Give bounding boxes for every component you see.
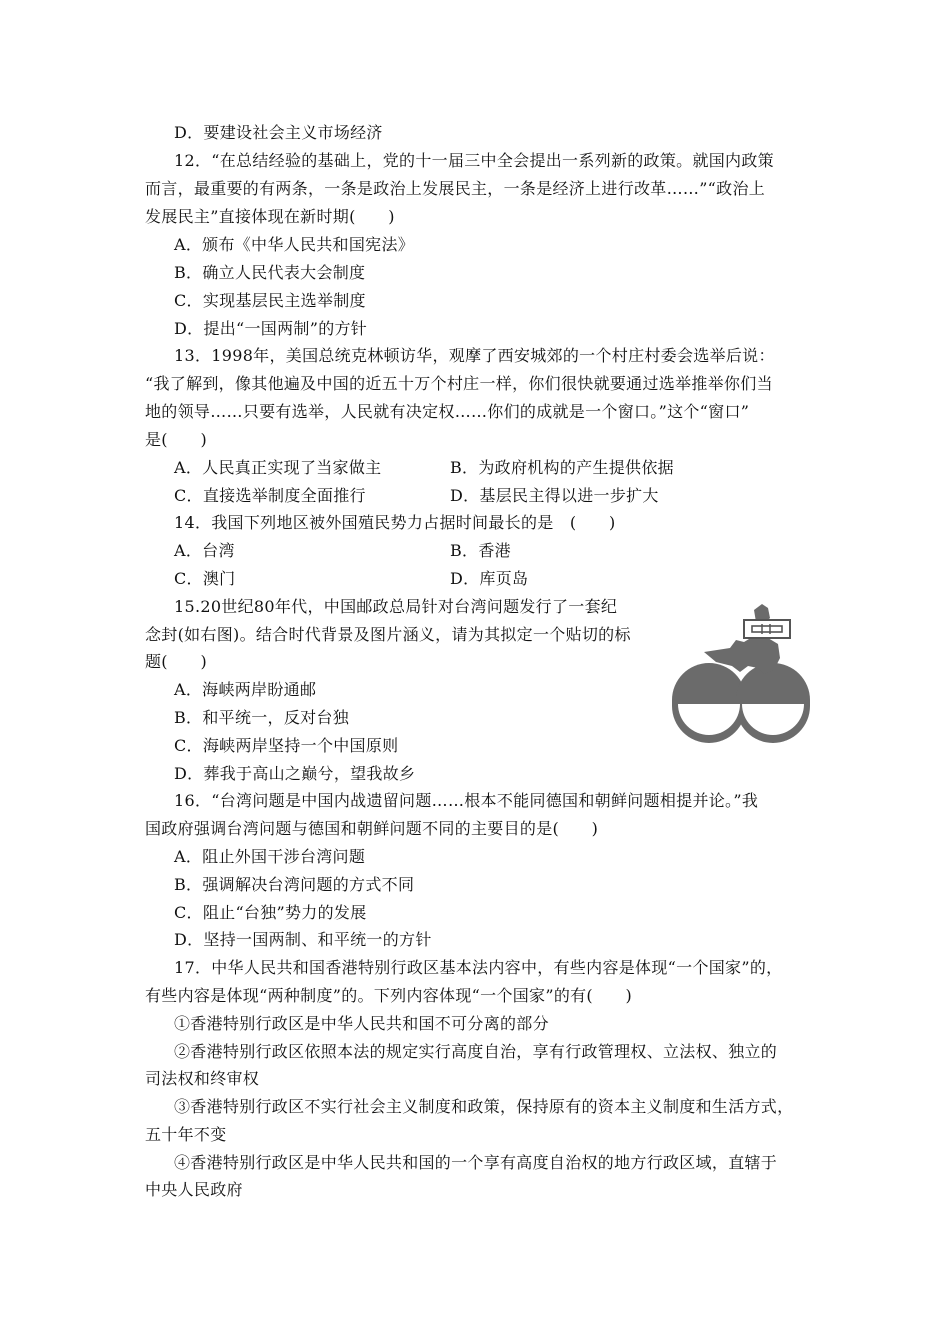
q15-option-a: A．海峡两岸盼通邮 — [174, 680, 317, 699]
q17-item-4-line1: ④香港特别行政区是中华人民共和国的一个享有高度自治权的地方行政区域，直辖于 — [174, 1153, 778, 1172]
q15-stem-line2: 念封(如右图)。结合时代背景及图片涵义，请为其拟定一个贴切的标 — [145, 625, 631, 644]
q14-option-c: C．澳门 — [174, 569, 236, 588]
q16-option-d: D．坚持一国两制、和平统一的方针 — [174, 930, 432, 949]
q11-option-d: D．要建设社会主义市场经济 — [174, 123, 383, 142]
q12-option-b: B．确立人民代表大会制度 — [174, 263, 366, 282]
q13-stem-line1: 13．1998年，美国总统克林顿访华，观摩了西安城郊的一个村庄村委会选举后说： — [174, 346, 775, 365]
commemorative-cover-image — [670, 600, 815, 748]
q13-stem-line2: “我了解到，像其他遍及中国的近五十万个村庄一样，你们很快就要通过选举推举你们当 — [145, 374, 773, 393]
q17-item-2-line2: 司法权和终审权 — [145, 1069, 260, 1088]
q15-option-c: C．海峡两岸坚持一个中国原则 — [174, 736, 399, 755]
q12-stem-line3: 发展民主”直接体现在新时期( ) — [145, 207, 395, 226]
q13-stem-line4: 是( ) — [145, 430, 207, 449]
q16-stem-line2: 国政府强调台湾问题与德国和朝鲜问题不同的主要目的是( ) — [145, 819, 599, 838]
q17-stem-line1: 17．中华人民共和国香港特别行政区基本法内容中，有些内容是体现“一个国家”的， — [174, 958, 783, 977]
q13-stem-line3: 地的领导……只要有选举，人民就有决定权……你们的成就是一个窗口。”这个“窗口” — [145, 402, 750, 421]
q12-option-a: A．颁布《中华人民共和国宪法》 — [174, 235, 415, 254]
q12-stem-line2: 而言，最重要的有两条，一条是政治上发展民主，一条是经济上进行改革……”“政治上 — [145, 179, 766, 198]
q14-option-d: D．库页岛 — [450, 569, 529, 588]
q17-item-3-line2: 五十年不变 — [145, 1125, 227, 1144]
q15-stem-line3: 题( ) — [145, 652, 207, 671]
q13-option-b: B．为政府机构的产生提供依据 — [450, 458, 674, 477]
q13-option-a: A．人民真正实现了当家做主 — [174, 458, 382, 477]
q12-option-d: D．提出“一国两制”的方针 — [174, 319, 368, 338]
q16-option-a: A．阻止外国干涉台湾问题 — [174, 847, 366, 866]
q17-item-4-line2: 中央人民政府 — [145, 1180, 243, 1199]
q14-option-b: B．香港 — [450, 541, 511, 560]
q12-stem-line1: 12．“在总结经验的基础上，党的十一届三中全会提出一系列新的政策。就国内政策 — [174, 151, 774, 170]
q15-option-d: D．葬我于高山之巅兮，望我故乡 — [174, 764, 416, 783]
q14-option-a: A．台湾 — [174, 541, 235, 560]
q15-option-b: B．和平统一，反对台独 — [174, 708, 350, 727]
q14-stem-line1: 14．我国下列地区被外国殖民势力占据时间最长的是 ( ) — [174, 513, 616, 532]
q12-option-c: C．实现基层民主选举制度 — [174, 291, 366, 310]
q17-item-1: ①香港特别行政区是中华人民共和国不可分离的部分 — [174, 1014, 549, 1033]
q15-stem-line1: 15.20世纪80年代，中国邮政总局针对台湾问题发行了一套纪 — [174, 597, 618, 616]
q13-option-c: C．直接选举制度全面推行 — [174, 486, 366, 505]
q16-option-c: C．阻止“台独”势力的发展 — [174, 903, 367, 922]
q13-option-d: D．基层民主得以进一步扩大 — [450, 486, 659, 505]
q16-option-b: B．强调解决台湾问题的方式不同 — [174, 875, 415, 894]
q17-stem-line2: 有些内容是体现“两种制度”的。下列内容体现“一个国家”的有( ) — [145, 986, 633, 1005]
q17-item-3-line1: ③香港特别行政区不实行社会主义制度和政策，保持原有的资本主义制度和生活方式， — [174, 1097, 794, 1116]
q16-stem-line1: 16．“台湾问题是中国内战遗留问题……根本不能同德国和朝鲜问题相提并论。”我 — [174, 791, 759, 810]
q17-item-2-line1: ②香港特别行政区依照本法的规定实行高度自治，享有行政管理权、立法权、独立的 — [174, 1042, 778, 1061]
